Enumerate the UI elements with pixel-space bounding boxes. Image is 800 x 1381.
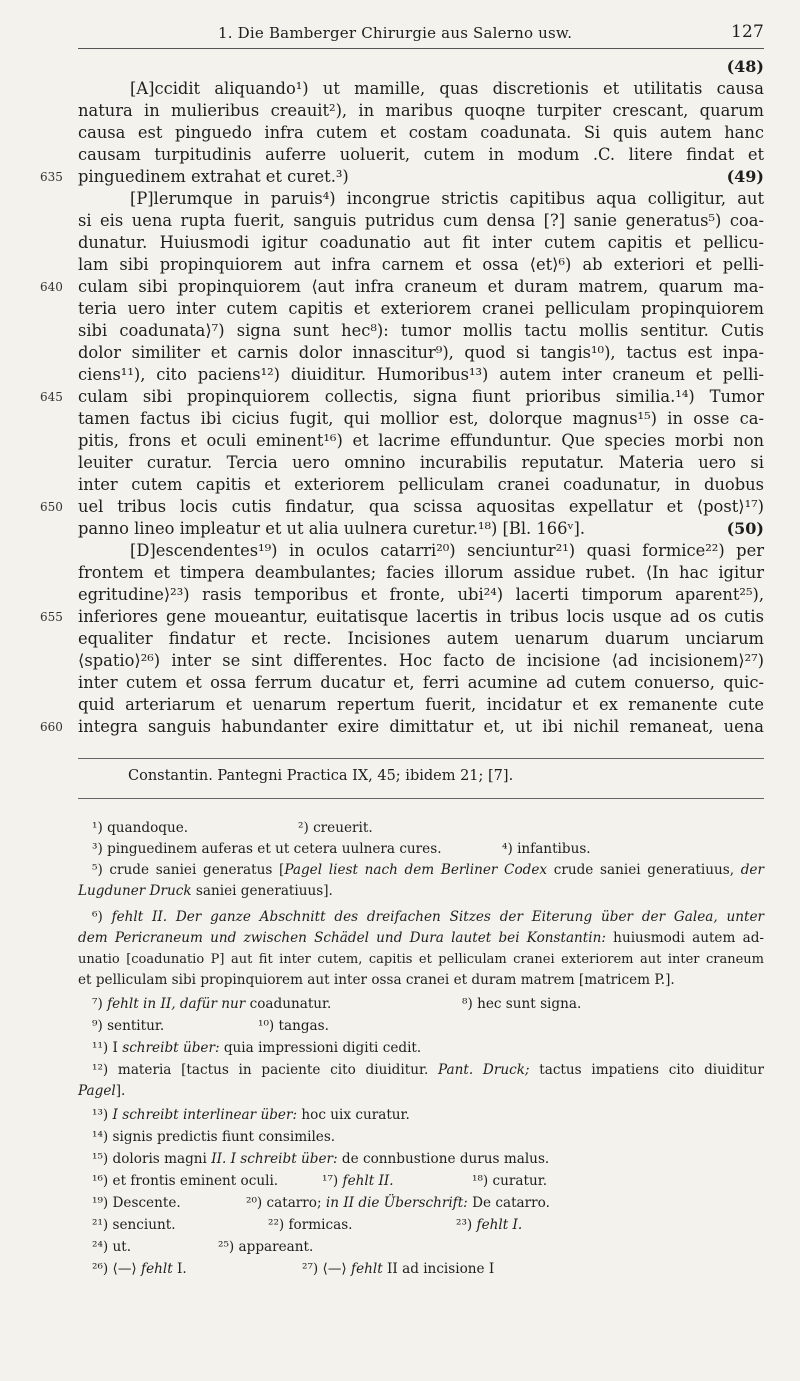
footnote-italic: Pant. Druck; — [438, 1062, 530, 1078]
footnote: ¹⁰) tangas. — [258, 1018, 329, 1034]
footnote-text: huiusmodi autem ad- — [605, 930, 764, 946]
text-line: ciens¹¹), cito paciens¹²) diuiditur. Humoribus¹³) autem inter craneum et pelli- — [78, 365, 764, 384]
text-line: natura in mulieribus creauit²), in maribus quoqne turpiter crescant, quarum — [78, 101, 764, 120]
footnote-text: tactus impatiens cito diuiditur — [529, 1062, 764, 1078]
line-number: 645 — [40, 390, 63, 404]
text-line: leuiter curatur. Tercia uero omnino incurabilis reputatur. Materia uero si — [78, 453, 764, 472]
footnote-text: ⁷) — [92, 996, 108, 1012]
footnote-line — [78, 1259, 764, 1280]
footnote-italic: fehlt II. — [342, 1173, 394, 1189]
footnote-italic: I schreibt interlinear über: — [112, 1107, 298, 1123]
footnote-line — [78, 1081, 764, 1102]
footnote-text: de connbustione durus malus. — [337, 1151, 550, 1167]
footnote — [456, 1215, 522, 1236]
footnote-text: quia impressioni digiti cedit. — [219, 1040, 422, 1056]
footnote: ⁹) sentitur. — [92, 1018, 165, 1034]
text-line: pinguedinem extrahat et curet.³) — [78, 167, 349, 186]
footnote-line — [78, 1060, 764, 1081]
footnote: ²⁴) ut. — [92, 1239, 132, 1255]
footnote-italic: Pagel — [78, 1083, 116, 1099]
footnote-text: ¹²) materia [tactus in paciente cito diuiditur. — [92, 1062, 439, 1078]
footnote-text: I. — [172, 1261, 187, 1277]
chapter-title: 1. Die Bamberger Chirurgie aus Salerno usw. — [218, 24, 573, 42]
text-line: inter cutem capitis et exteriorem pelliculam cranei coadunatur, in duobus — [78, 475, 764, 494]
footnote-text: ]. — [115, 1083, 126, 1099]
footnote-italic: in II die Überschrift: — [325, 1195, 468, 1211]
line-number: 660 — [40, 720, 63, 734]
footnote — [302, 1259, 494, 1280]
footnote: ³) pinguedinem auferas et ut cetera uulnera cures. — [92, 841, 442, 857]
section-number-49: (49) — [726, 167, 764, 186]
text-line: causa est pinguedo infra cutem et costam coadunata. Si quis autem hanc — [78, 123, 764, 142]
footnote-italic: fehlt — [351, 1261, 383, 1277]
text-line: egritudine⟩²³) rasis temporibus et fronte, ubi²⁴) lacerti timporum aparent²⁵), — [78, 585, 764, 604]
text-line: [D]escendentes¹⁹) in oculos catarri²⁰) senciuntur²¹) quasi formice²²) per — [130, 541, 764, 560]
footnote — [246, 1193, 550, 1214]
footnote-italic: Lugduner Druck — [78, 883, 192, 899]
text-line: inferiores gene moueantur, euitatisque lacertis in tribus locis usque ad os cutis — [78, 607, 764, 626]
footnote-line — [78, 1237, 764, 1258]
footnote-text: ¹³) — [92, 1107, 113, 1123]
text-line: culam sibi propinquiorem collectis, signa fiunt prioribus similia.¹⁴) Tumor — [78, 387, 764, 406]
line-number: 650 — [40, 500, 63, 514]
footnote: ¹⁹) Descente. — [92, 1195, 181, 1211]
text-line: pitis, frons et oculi eminent¹⁶) et lacrime effunduntur. Que species morbi non — [78, 431, 764, 450]
footnote: ⁸) hec sunt signa. — [462, 996, 582, 1012]
text-line: dolor similiter et carnis dolor innascitur⁹), quod si tangis¹⁰), tactus est inpa- — [78, 343, 764, 362]
footnote-line: et pelliculam sibi propinquiorem aut inter ossa cranei et duram matrem [matricem P.]. — [78, 972, 675, 988]
footnote-text: ¹¹) I — [92, 1040, 123, 1056]
text-line: quid arteriarum et uenarum repertum fuerit, incidatur et ex remanente cute — [78, 695, 764, 714]
footnote-italic: der — [740, 862, 764, 878]
text-line: [A]ccidit aliquando¹) ut mamille, quas discretionis et utilitatis causa — [130, 79, 764, 98]
footnote — [78, 1261, 187, 1277]
text-line: tamen factus ibi cicius fugit, qui mollior est, dolorque magnus¹⁵) in osse ca- — [78, 409, 764, 428]
footnote-line — [78, 1127, 764, 1148]
footnote-text: II ad incisione I — [382, 1261, 495, 1277]
text-line: equaliter findatur et recte. Incisiones autem uenarum duarum unciarum — [78, 629, 764, 648]
text-line: integra sanguis habundanter exire dimittatur et, ut ibi nichil remaneat, uena — [78, 717, 764, 736]
text-line: uel tribus locis cutis findatur, qua scissa aquositas expellatur et ⟨post⟩¹⁷) — [78, 497, 764, 516]
footnote-line — [78, 860, 764, 881]
footnote-italic: fehlt II. Der ganze Abschnitt des dreifachen Sitzes der Eiterung über der Galea, unter — [111, 909, 764, 925]
text-line: ⟨spatio⟩²⁶) inter se sint differentes. Hoc facto de incisione ⟨ad incisionem⟩²⁷) — [78, 651, 764, 670]
footnote-italic: Pagel liest nach dem Berliner Codex — [284, 862, 548, 878]
footnote-line — [78, 1038, 764, 1059]
line-number: 635 — [40, 170, 63, 184]
footnote-text: ²⁷) ⟨—⟩ — [302, 1261, 352, 1277]
footnote-text: ⁶) — [92, 909, 112, 925]
section-number-50: (50) — [726, 519, 764, 538]
text-line: teria uero inter cutem capitis et exteriorem cranei pelliculam propinquiorem — [78, 299, 764, 318]
footnote-line — [78, 881, 764, 902]
footnote-line — [78, 839, 764, 860]
footnote-text: ¹⁷) — [322, 1173, 343, 1189]
text-line: dunatur. Huiusmodi igitur coadunatio aut fit inter cutem capitis et pellicu- — [78, 233, 764, 252]
footnote-text: hoc uix curatur. — [297, 1107, 410, 1123]
line-number: 655 — [40, 610, 63, 624]
footnote-text: ⁵) crude saniei generatus [ — [92, 862, 285, 878]
footnote-line — [78, 1016, 764, 1037]
footnote-line — [78, 1149, 764, 1170]
footnote: ²) creuerit. — [298, 820, 373, 836]
source-citation: Constantin. Pantegni Practica IX, 45; ibidem 21; [7]. — [128, 768, 514, 784]
text-line: frontem et timpera deambulantes; facies illorum assidue rubet. ⟨In hac igitur — [78, 563, 764, 582]
source-rule-top — [78, 758, 764, 759]
footnote-line — [78, 907, 764, 928]
footnote-text: De catarro. — [467, 1195, 550, 1211]
page-number: 127 — [730, 22, 764, 42]
footnote-text: ²⁶) ⟨—⟩ — [92, 1261, 142, 1277]
footnote-text: ²⁰) catarro; — [246, 1195, 326, 1211]
text-line: si eis uena rupta fuerit, sanguis putridus cum densa [?] sanie generatus⁵) coa- — [78, 211, 764, 230]
footnote-italic: fehlt — [141, 1261, 173, 1277]
footnote-italic: dem Pericraneum und zwischen Schädel und Dura lautet bei Konstantin: — [78, 930, 606, 946]
footnote-text: crude saniei generatiuus, — [547, 862, 741, 878]
footnote: ¹⁶) et frontis eminent oculi. — [92, 1173, 279, 1189]
footnote-italic: fehlt in II, dafür nur — [107, 996, 246, 1012]
footnote-line — [78, 1193, 764, 1214]
footnote: ²¹) senciunt. — [92, 1217, 176, 1233]
text-line: culam sibi propinquiorem ⟨aut infra craneum et duram matrem, quarum ma- — [78, 277, 764, 296]
footnote: ⁴) infantibus. — [502, 841, 591, 857]
header-rule — [78, 48, 764, 49]
footnote-line: unatio [coadunatio P] aut fit inter cutem, capitis et pelliculam cranei exteriorem aut inter craneum — [78, 952, 764, 967]
footnote-text: ²³) — [456, 1217, 477, 1233]
footnote-text: saniei generatiuus]. — [191, 883, 333, 899]
text-line: sibi coadunata⟩⁷) signa sunt hec⁸): tumor mollis tactu mollis sentitur. Cutis — [78, 321, 764, 340]
footnote-line — [78, 1105, 764, 1126]
footnote-italic: schreibt über: — [122, 1040, 220, 1056]
footnote-line — [78, 928, 764, 949]
text-line: causam turpitudinis auferre uoluerit, cutem in modum .C. litere findat et — [78, 145, 764, 164]
footnote-italic: II. I schreibt über: — [211, 1151, 338, 1167]
footnote-italic: fehlt I. — [476, 1217, 523, 1233]
footnote-line — [78, 818, 764, 839]
footnote-text: coadunatur. — [245, 996, 332, 1012]
text-line: lam sibi propinquiorem aut infra carnem et ossa ⟨et⟩⁶) ab exteriori et pelli- — [78, 255, 764, 274]
section-number-48: (48) — [726, 57, 764, 76]
footnote — [322, 1171, 394, 1192]
footnote-text: ¹⁵) doloris magni — [92, 1151, 212, 1167]
footnote: ¹⁸) curatur. — [472, 1173, 548, 1189]
text-line: [P]lerumque in paruis⁴) incongrue strictis capitibus aqua colligitur, aut — [130, 189, 764, 208]
text-line: panno lineo impleatur et ut alia uulnera curetur.¹⁸) [Bl. 166ᵛ]. — [78, 519, 586, 538]
footnote: ¹⁴) signis predictis fiunt consimiles. — [92, 1129, 336, 1145]
text-line: inter cutem et ossa ferrum ducatur et, ferri acumine ad cutem conuerso, quic- — [78, 673, 764, 692]
footnote-line — [78, 1215, 764, 1236]
footnote — [78, 996, 331, 1012]
footnote: ¹) quandoque. — [92, 820, 189, 836]
footnote: ²⁵) appareant. — [218, 1239, 314, 1255]
footnote-line — [78, 1171, 764, 1192]
source-rule-bottom — [78, 798, 764, 799]
footnote: ²²) formicas. — [268, 1217, 353, 1233]
footnote-line — [78, 994, 764, 1015]
line-number: 640 — [40, 280, 63, 294]
